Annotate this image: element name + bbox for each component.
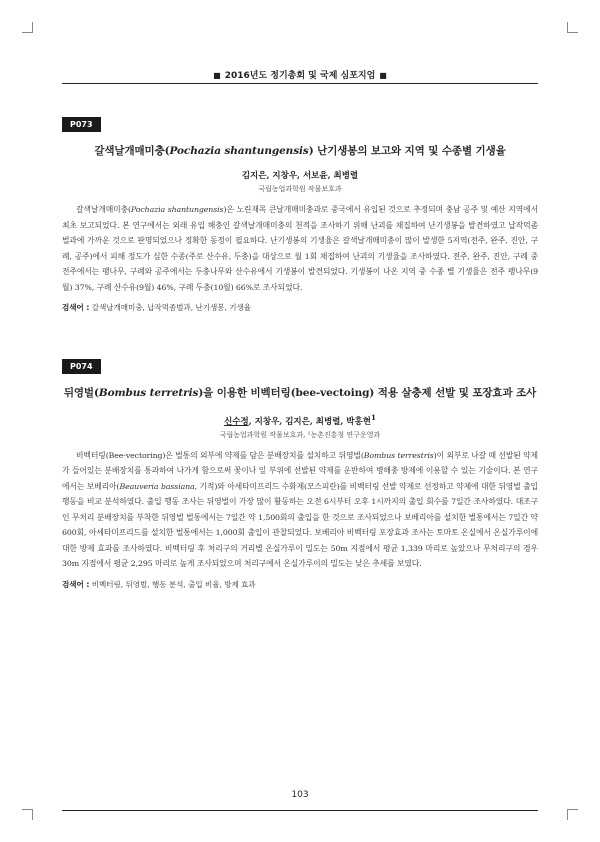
keywords xyxy=(62,302,538,314)
abstract-title: 갈색날개매미충(Pochazia shantungensis) 난기생봉의 보고와 지역 및 수종별 기생율 xyxy=(94,145,506,157)
crop-mark-bottom-right xyxy=(567,809,578,820)
author-list: 김지은, 지창우, 서보윤, 최병렬 xyxy=(241,171,359,181)
keywords-label: 검색어 : xyxy=(62,303,90,312)
affiliation: 국립농업과학원 작물보호과 xyxy=(258,185,342,193)
scientific-name: Bombus terretris xyxy=(98,387,199,399)
square-bullet-icon: ■ xyxy=(379,71,387,80)
abstract-id-badge: P073 xyxy=(62,117,101,132)
presenting-author: 신수정 xyxy=(224,416,249,427)
author-list: 신수정, 지창우, 김지은, 최병렬, 박홍현$^1$ xyxy=(224,413,376,427)
abstract-id-badge: P074 xyxy=(62,359,101,374)
scientific-name: Pochazia shantungensis xyxy=(130,205,224,214)
crop-mark-bottom-left xyxy=(22,809,33,820)
keywords-label: 검색어 : xyxy=(62,579,90,589)
scientific-name: Bombus terrestris xyxy=(363,450,434,460)
keywords xyxy=(62,579,538,591)
scientific-name: Beauveria bassiana xyxy=(119,481,195,491)
abstract-p074 xyxy=(62,354,538,591)
running-header-text: 2016년도 정기총회 및 국제 심포지엄 xyxy=(224,71,376,81)
abstract-body: 갈색날개매미충(Pochazia shantungensis)은 노린재목 큰날개매미충과로 중국에서 유입된 것으로 추정되며 충남 공주 및 예산 지역에서 최초 보고되었다. 본 연구에서는 외래 유입 해충인 갈색날개매미충의 천적을 조사하기 위해 난괴를 채집하여 난기생봉을 발견하였고 납작먹좀벌과에 가까운 것으로 판명되었으나 정확한 동정이 필요하다. 난기생봉의 기생율은 갈색날개매미충이 많이 발생한 5지역(전주, 완주, 진안, 구례, 공주)에서 피해 정도가 심한 수종(주로 산수유, 두충)을 대상으로 월 1회 채집하여 난괴의 기생율을 조사하였다. 전주, 완주, 진안, 구례 중 전주에서는 팽나무, 구례와 공주에서는 두충나무와 산수유에서 기생봉이 발견되었다. 기생봉이 나온 지역 중 수종 별 기생율은 전주 팽나무(9월) 37%, 구례 산수유(9월) 46%, 구례 두충(10월) 66%로 조사되었다. xyxy=(62,205,538,292)
running-header xyxy=(62,68,538,81)
abstract-p073 xyxy=(62,112,538,314)
footer-rule xyxy=(62,810,538,811)
abstract-title: 뒤영벌(Bombus terretris)을 이용한 비벡터링(bee-vectoing) 적용 살충제 선발 및 포장효과 조사 xyxy=(63,387,537,399)
keywords-text: 갈색날개매미충, 납작먹좀벌과, 난기생봉, 기생율 xyxy=(91,303,251,312)
header-rule xyxy=(62,83,538,84)
scientific-name: Pochazia shantungensis xyxy=(169,145,309,157)
crop-mark-top-right xyxy=(567,22,578,33)
crop-mark-top-left xyxy=(22,22,33,33)
page-number: 103 xyxy=(291,790,309,800)
affiliation: 국립농업과학원 작물보호과, ¹농촌진흥청 연구운영과 xyxy=(219,430,381,439)
square-bullet-icon: ■ xyxy=(213,71,221,80)
abstract-body: 비벡터링(Bee-vectoring)은 벌통의 외부에 약제를 담은 분배장치를 설치하고 뒤영벌(Bombus terrestris)이 외부로 나갈 때 선발된 약제가 들어있는 분배장치를 통과하여 나가게 함으로써 꽃이나 잎 부위에 선발된 약제를 운반하여 병해충 방제에 이용할 수 있는 기술이다. 본 연구에서는 보베리아(Beauveria bassiana, 기적)와 아세타미프리드 수화제(모스피란)를 비벡터링 선발 약제로 선정하고 약제에 대한 뒤영벌 출입 행동을 비교 분석하였다. 출입 행동 조사는 뒤영벌이 가장 많이 활동하는 오전 6시부터 오후 1시까지의 출입 회수를 7일간 조사하였다. 대조구인 무처리 분배장치를 부착한 뒤영벌 벌통에서는 7일간 약 1,500회의 출입을 한 것으로 조사되었으나 보베리아를 설치한 벌통에서는 7일간 약 600회, 아세타미프리드를 설치한 벌통에서는 1,000회 출입이 관찰되었다. 보베리아 비벡터링 포장효과 조사는 토마토 온실에서 온실가루이에 대한 방제 효과를 조사하였다. 비벡터링 후 처리구의 거리별 온실가루이 밀도는 50m 지점에서 평균 1,339 마리로 높았으나 무처리구의 경우 30m 지점에서 평균 2,295 마리로 높게 조사되었으며 처리구에서 온실가루이의 밀도는 낮은 추세를 보였다. xyxy=(62,450,538,569)
keywords-text: 비벡터링, 뒤영벌, 행동 분석, 출입 비율, 방제 효과 xyxy=(91,579,256,589)
